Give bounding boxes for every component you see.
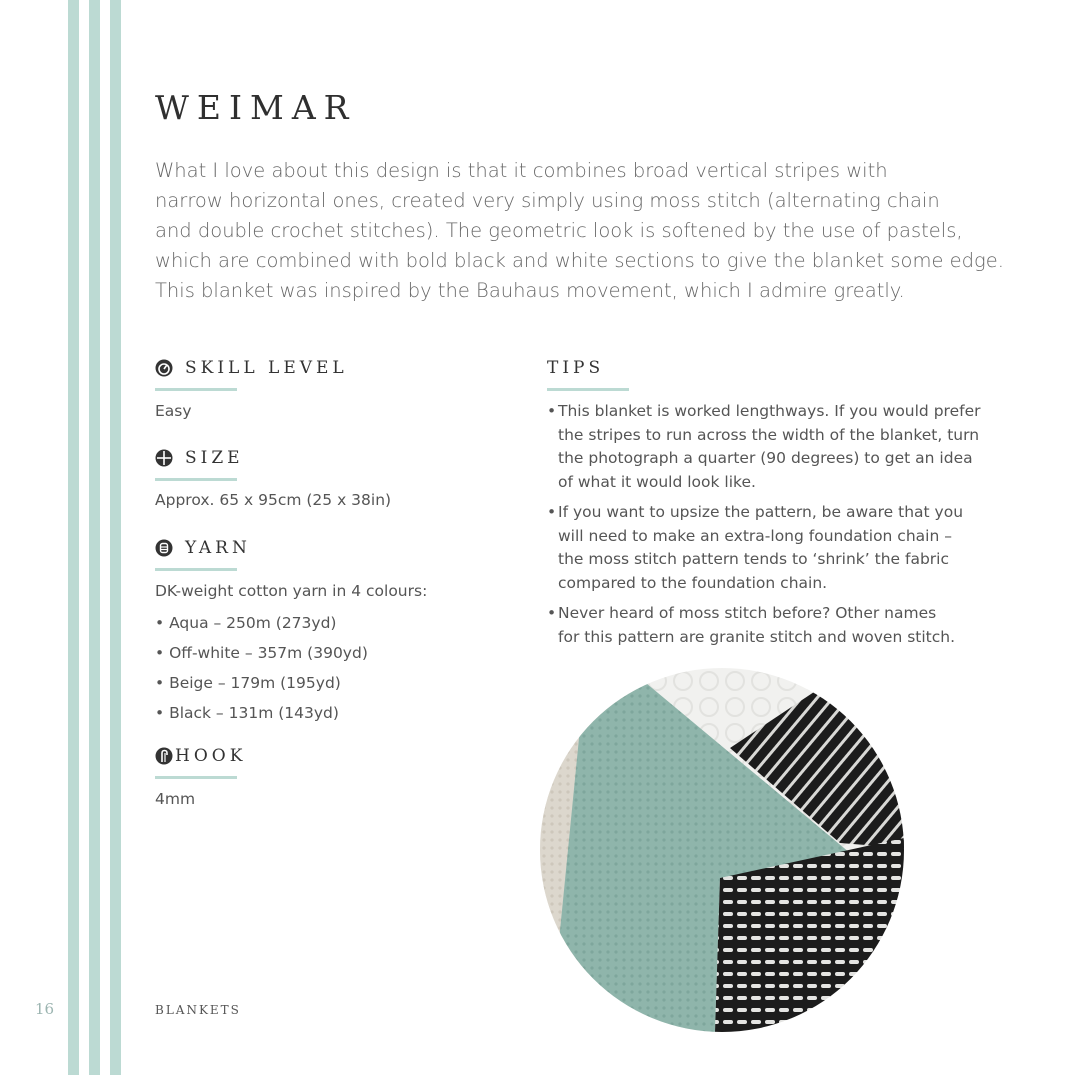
yarn-item-black: • Black – 131m (143yd) [155,704,339,722]
yarn-intro: DK-weight cotton yarn in 4 colours: [155,582,428,600]
tip-line: the moss stitch pattern tends to ‘shrink’ the fabric [558,550,949,568]
size-value: Approx. 65 x 95cm (25 x 38in) [155,491,392,509]
yarn-item-beige: • Beige – 179m (195yd) [155,674,341,692]
hook-label: HOOK [175,746,247,766]
tip-line: • Never heard of moss stitch before? Other names [558,604,937,622]
intro-line: What I love about this design is that it combines broad vertical stripes with [155,159,888,182]
decorative-stripe-2 [89,0,100,1075]
blanket-photo-illustration [540,668,904,1032]
hook-icon [155,747,173,765]
hook-heading [155,746,246,766]
yarn-item-aqua: • Aqua – 250m (273yd) [155,614,337,632]
size-rule [155,478,237,481]
page-number: 16 [35,1000,55,1018]
tips-list [547,400,981,656]
running-footer-section: BLANKETS [155,1003,241,1017]
skill-level-heading [155,358,348,378]
tip-item [547,602,977,649]
tip-item [547,400,981,494]
tips-label: TIPS [547,358,605,378]
tip-line: the photograph a quarter (90 degrees) to get an idea [558,449,973,467]
skill-level-label: SKILL LEVEL [185,358,348,378]
tip-line: the stripes to run across the width of the blanket, turn [558,425,980,444]
hook-value: 4mm [155,790,196,808]
intro-line: and double crochet stitches). The geometric look is softened by the use of pastels, [155,219,963,242]
yarn-list [155,608,368,728]
intro-line: narrow horizontal ones, created very simply using moss stitch (alternating chain [155,189,940,212]
tip-item [547,501,977,595]
decorative-stripe-3 [110,0,121,1075]
blanket-photo [540,668,904,1032]
size-heading [155,448,244,468]
intro-line: This blanket was inspired by the Bauhaus movement, which I admire greatly. [155,279,905,302]
yarn-heading [155,538,251,558]
yarn-label: YARN [185,538,251,558]
intro-paragraph [155,156,1004,306]
yarn-item-offwhite: • Off-white – 357m (390yd) [155,644,368,662]
intro-line: which are combined with bold black and white sections to give the blanket some edge. [155,249,1004,272]
tip-line: for this pattern are granite stitch and woven stitch. [558,627,956,646]
tips-heading [547,358,604,378]
yarn-rule [155,568,237,571]
gauge-icon [155,359,173,377]
ruler-cross-icon [155,449,173,467]
tip-line: • If you want to upsize the pattern, be aware that you [558,503,964,521]
tip-line: will need to make an extra-long foundation chain – [558,526,952,545]
tip-line: • This blanket is worked lengthways. If you would prefer [558,402,981,420]
size-label: SIZE [185,448,244,468]
hook-rule [155,776,237,779]
yarn-ball-icon [155,539,173,557]
tips-rule [547,388,629,391]
decorative-stripe-1 [68,0,79,1075]
tip-line: of what it would look like. [558,472,756,491]
page-title: WEIMAR [155,88,357,127]
skill-level-rule [155,388,237,391]
skill-level-value: Easy [155,402,192,420]
tip-line: compared to the foundation chain. [558,573,828,592]
